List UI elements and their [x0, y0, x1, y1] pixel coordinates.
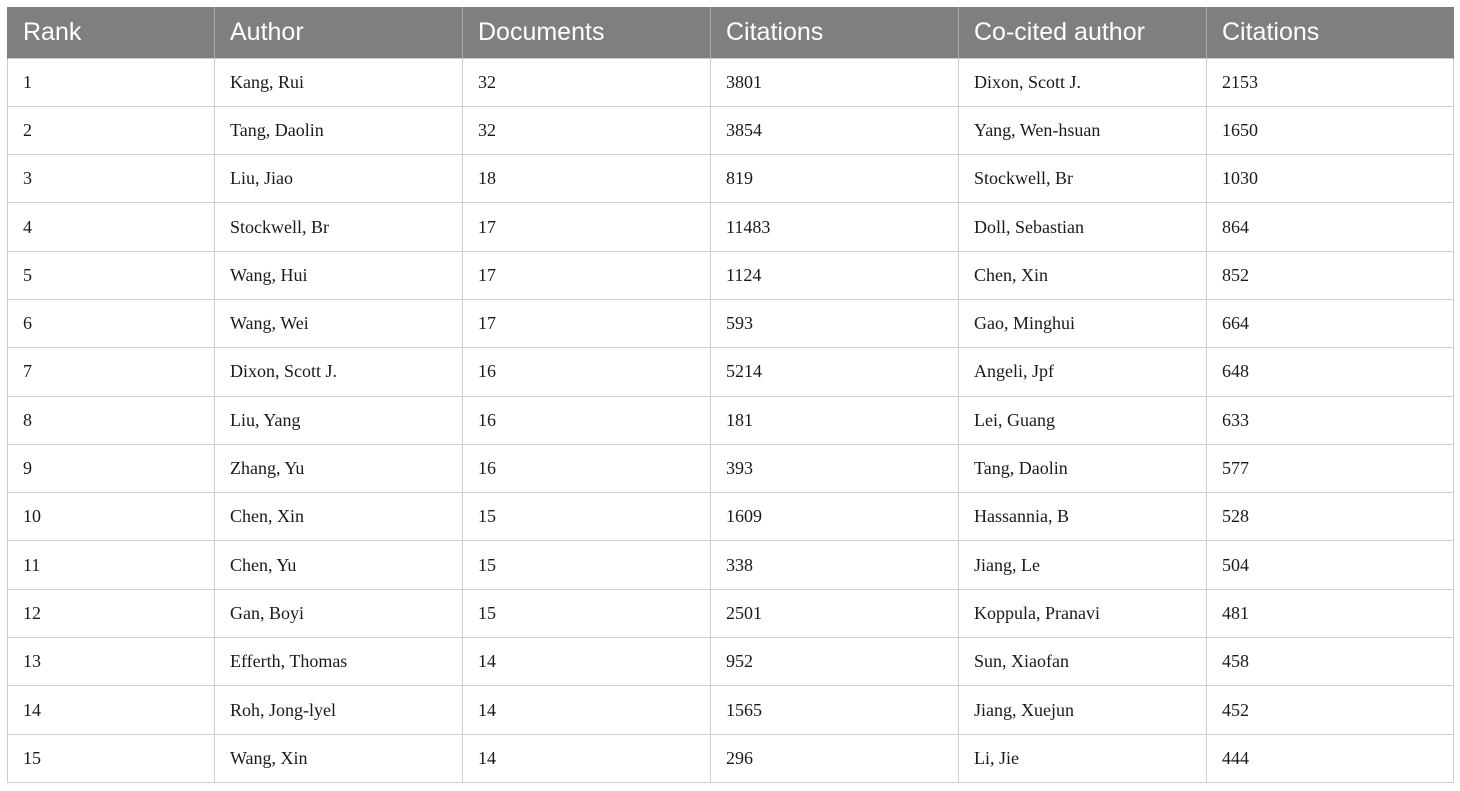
cell-citations: 11483	[711, 203, 959, 251]
cell-author: Stockwell, Br	[215, 203, 463, 251]
cell-co-cited-citations: 444	[1207, 734, 1454, 782]
cell-citations: 1565	[711, 686, 959, 734]
cell-citations: 296	[711, 734, 959, 782]
cell-author: Wang, Xin	[215, 734, 463, 782]
cell-citations: 338	[711, 541, 959, 589]
cell-co-cited-citations: 664	[1207, 299, 1454, 347]
cell-rank: 6	[8, 299, 215, 347]
table-row	[8, 589, 1454, 637]
cell-author: Chen, Yu	[215, 541, 463, 589]
cell-co-cited-citations: 481	[1207, 589, 1454, 637]
cell-rank: 10	[8, 493, 215, 541]
cell-co-cited-author: Angeli, Jpf	[959, 348, 1207, 396]
table-header	[8, 7, 1454, 58]
cell-rank: 14	[8, 686, 215, 734]
cell-documents: 14	[463, 638, 711, 686]
table-row	[8, 251, 1454, 299]
cell-co-cited-citations: 2153	[1207, 58, 1454, 106]
table-row	[8, 58, 1454, 106]
cell-co-cited-citations: 528	[1207, 493, 1454, 541]
cell-rank: 15	[8, 734, 215, 782]
cell-citations: 2501	[711, 589, 959, 637]
cell-citations: 3801	[711, 58, 959, 106]
cell-co-cited-citations: 452	[1207, 686, 1454, 734]
cell-co-cited-author: Tang, Daolin	[959, 444, 1207, 492]
table-row	[8, 299, 1454, 347]
table-row	[8, 444, 1454, 492]
cell-author: Gan, Boyi	[215, 589, 463, 637]
cell-author: Liu, Yang	[215, 396, 463, 444]
cell-rank: 1	[8, 58, 215, 106]
header-rank: Rank	[8, 7, 215, 58]
author-citation-table	[7, 7, 1454, 783]
table-row	[8, 396, 1454, 444]
table-row	[8, 106, 1454, 154]
cell-documents: 14	[463, 686, 711, 734]
cell-rank: 5	[8, 251, 215, 299]
cell-co-cited-citations: 864	[1207, 203, 1454, 251]
cell-rank: 2	[8, 106, 215, 154]
cell-citations: 3854	[711, 106, 959, 154]
cell-rank: 8	[8, 396, 215, 444]
cell-rank: 4	[8, 203, 215, 251]
cell-rank: 13	[8, 638, 215, 686]
cell-citations: 393	[711, 444, 959, 492]
cell-author: Efferth, Thomas	[215, 638, 463, 686]
cell-documents: 17	[463, 299, 711, 347]
table-row	[8, 155, 1454, 203]
author-table-container	[7, 7, 1453, 783]
table-row	[8, 493, 1454, 541]
cell-documents: 15	[463, 589, 711, 637]
cell-author: Wang, Wei	[215, 299, 463, 347]
cell-author: Kang, Rui	[215, 58, 463, 106]
cell-co-cited-citations: 1030	[1207, 155, 1454, 203]
cell-author: Liu, Jiao	[215, 155, 463, 203]
cell-co-cited-author: Yang, Wen-hsuan	[959, 106, 1207, 154]
table-row	[8, 734, 1454, 782]
table-row	[8, 541, 1454, 589]
cell-co-cited-author: Jiang, Le	[959, 541, 1207, 589]
cell-documents: 16	[463, 396, 711, 444]
cell-co-cited-author: Sun, Xiaofan	[959, 638, 1207, 686]
cell-documents: 16	[463, 348, 711, 396]
cell-author: Zhang, Yu	[215, 444, 463, 492]
cell-author: Roh, Jong-lyel	[215, 686, 463, 734]
header-co-cited-citations: Citations	[1207, 7, 1454, 58]
cell-citations: 5214	[711, 348, 959, 396]
cell-documents: 14	[463, 734, 711, 782]
cell-rank: 3	[8, 155, 215, 203]
cell-co-cited-citations: 633	[1207, 396, 1454, 444]
cell-documents: 17	[463, 251, 711, 299]
cell-co-cited-author: Doll, Sebastian	[959, 203, 1207, 251]
header-citations: Citations	[711, 7, 959, 58]
cell-documents: 15	[463, 493, 711, 541]
cell-rank: 11	[8, 541, 215, 589]
cell-rank: 12	[8, 589, 215, 637]
header-documents: Documents	[463, 7, 711, 58]
cell-documents: 32	[463, 58, 711, 106]
cell-citations: 181	[711, 396, 959, 444]
cell-documents: 15	[463, 541, 711, 589]
cell-documents: 17	[463, 203, 711, 251]
cell-co-cited-author: Li, Jie	[959, 734, 1207, 782]
cell-co-cited-author: Jiang, Xuejun	[959, 686, 1207, 734]
table-row	[8, 638, 1454, 686]
table-row	[8, 203, 1454, 251]
cell-co-cited-citations: 458	[1207, 638, 1454, 686]
cell-documents: 16	[463, 444, 711, 492]
cell-co-cited-author: Lei, Guang	[959, 396, 1207, 444]
cell-co-cited-citations: 577	[1207, 444, 1454, 492]
cell-co-cited-author: Dixon, Scott J.	[959, 58, 1207, 106]
cell-author: Tang, Daolin	[215, 106, 463, 154]
cell-co-cited-author: Hassannia, B	[959, 493, 1207, 541]
table-body	[8, 58, 1454, 782]
cell-citations: 819	[711, 155, 959, 203]
cell-documents: 32	[463, 106, 711, 154]
table-row	[8, 348, 1454, 396]
cell-author: Dixon, Scott J.	[215, 348, 463, 396]
cell-rank: 7	[8, 348, 215, 396]
cell-citations: 1609	[711, 493, 959, 541]
cell-co-cited-author: Gao, Minghui	[959, 299, 1207, 347]
cell-co-cited-author: Chen, Xin	[959, 251, 1207, 299]
cell-co-cited-citations: 1650	[1207, 106, 1454, 154]
cell-rank: 9	[8, 444, 215, 492]
cell-co-cited-citations: 852	[1207, 251, 1454, 299]
cell-citations: 1124	[711, 251, 959, 299]
cell-citations: 593	[711, 299, 959, 347]
cell-citations: 952	[711, 638, 959, 686]
cell-author: Chen, Xin	[215, 493, 463, 541]
header-author: Author	[215, 7, 463, 58]
cell-co-cited-author: Koppula, Pranavi	[959, 589, 1207, 637]
cell-author: Wang, Hui	[215, 251, 463, 299]
cell-documents: 18	[463, 155, 711, 203]
cell-co-cited-author: Stockwell, Br	[959, 155, 1207, 203]
cell-co-cited-citations: 504	[1207, 541, 1454, 589]
cell-co-cited-citations: 648	[1207, 348, 1454, 396]
header-co-cited-author: Co-cited author	[959, 7, 1207, 58]
header-row	[8, 7, 1454, 58]
table-row	[8, 686, 1454, 734]
